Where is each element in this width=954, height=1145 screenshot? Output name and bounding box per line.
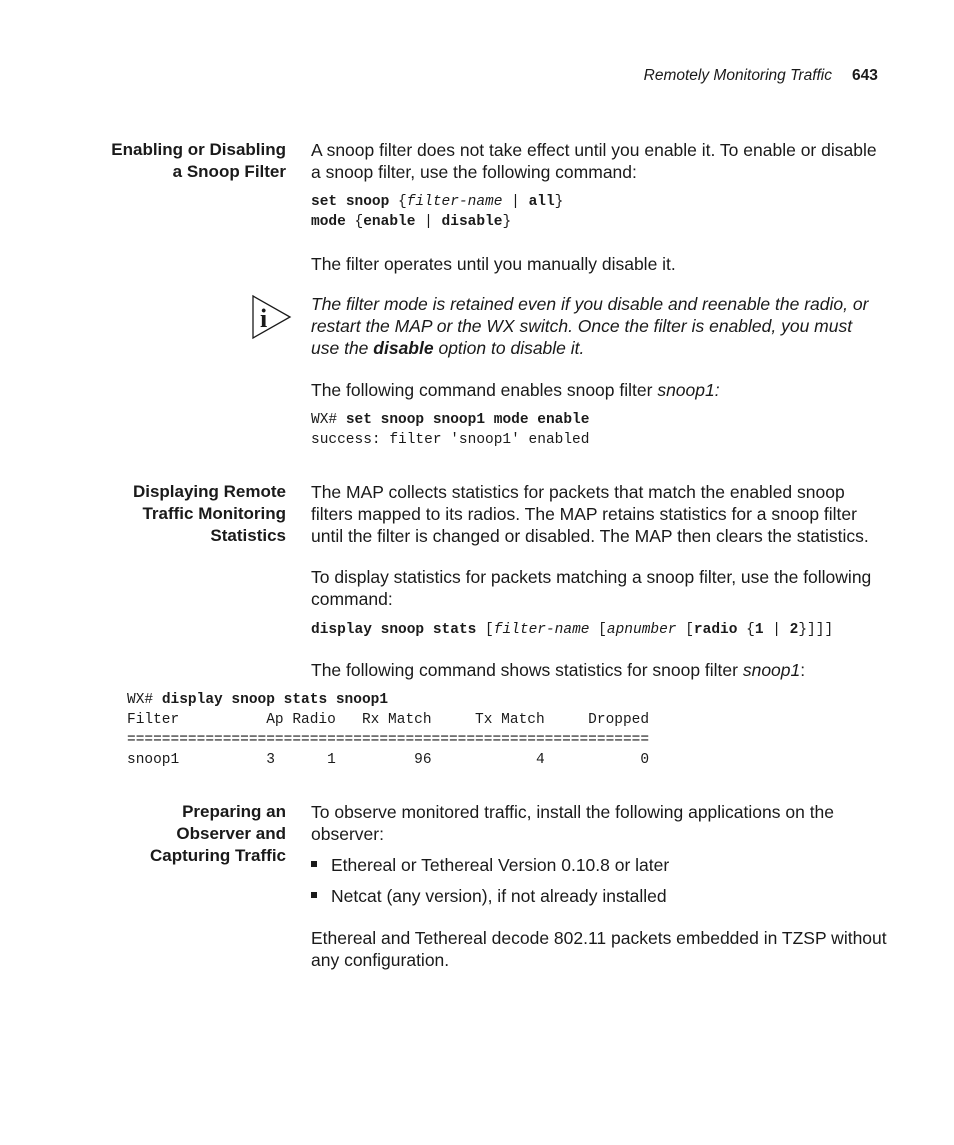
page-number: 643 — [852, 67, 878, 84]
prompt: WX# — [311, 412, 346, 428]
text-line: any configuration. — [311, 950, 450, 970]
table-separator: ============================================================ — [127, 732, 650, 748]
list-item-text: Ethereal or Tethereal Version 0.10.8 or later — [331, 855, 670, 875]
text-line: filters mapped to its radios. The MAP retains statistics for a snoop filter — [311, 504, 857, 524]
argument: filter-name — [406, 194, 503, 210]
text-line: Ethereal and Tethereal decode 802.11 packets embedded in TZSP without — [311, 928, 887, 948]
keyword: 2 — [789, 622, 799, 638]
keyword: snoop — [380, 622, 425, 638]
heading-line: a Snoop Filter — [172, 162, 286, 181]
code-line — [127, 690, 649, 710]
info-note-icon — [252, 294, 292, 340]
heading-line: Preparing an — [182, 802, 286, 821]
heading-line: Capturing Traffic — [149, 846, 286, 865]
text-line: a snoop filter, use the following command: — [311, 162, 637, 182]
code-line — [311, 192, 563, 212]
heading-line: Displaying Remote — [132, 482, 286, 501]
paragraph: The filter operates until you manually disable it. — [311, 254, 676, 274]
keyword: set — [311, 194, 338, 210]
syntax: [ — [676, 622, 694, 638]
command-syntax — [311, 192, 563, 232]
text-italic: snoop1 — [742, 660, 801, 680]
table-row: snoop1 3 1 96 4 0 — [127, 752, 650, 768]
keyword: radio — [693, 622, 738, 638]
command: display snoop stats snoop1 — [161, 692, 389, 708]
section-heading-displaying — [60, 481, 286, 547]
bullet-square-icon — [311, 892, 317, 898]
syntax: }]]] — [798, 622, 834, 638]
keyword: enable — [363, 214, 416, 230]
code-line — [311, 410, 589, 430]
keyword: all — [528, 194, 555, 210]
text-line: To observe monitored traffic, install the following applications on the — [311, 802, 835, 822]
command-syntax — [311, 620, 833, 640]
heading-line: Traffic Monitoring — [142, 504, 286, 523]
command-example — [311, 410, 589, 450]
syntax: | — [415, 214, 442, 230]
syntax: [ — [476, 622, 494, 638]
keyword: display — [311, 622, 372, 638]
keyword: disable — [441, 214, 503, 230]
list-item — [311, 885, 667, 907]
stats-output-example — [127, 690, 649, 770]
syntax: [ — [589, 622, 607, 638]
text-line: The MAP collects statistics for packets that match the enabled snoop — [311, 482, 845, 502]
paragraph — [311, 379, 896, 401]
paragraph — [311, 566, 896, 610]
command: set snoop snoop1 mode enable — [345, 412, 590, 428]
text: The following command enables snoop filter — [311, 380, 658, 400]
heading-line: Statistics — [210, 526, 286, 545]
syntax: { — [389, 194, 407, 210]
argument: apnumber — [606, 622, 677, 638]
code-line — [311, 212, 563, 232]
code-output: success: filter 'snoop1' enabled — [311, 432, 590, 448]
text: The following command shows statistics for snoop filter — [311, 660, 743, 680]
paragraph — [311, 139, 896, 183]
text-line: restart the MAP or the WX switch. Once the filter is enabled, you must — [311, 316, 853, 336]
running-title: Remotely Monitoring Traffic — [643, 67, 832, 84]
text-line: The filter mode is retained even if you disable and reenable the radio, or — [311, 294, 869, 314]
syntax: { — [345, 214, 364, 230]
text: : — [800, 660, 806, 680]
keyword: 1 — [754, 622, 764, 638]
syntax: } — [502, 214, 512, 230]
text-line: To display statistics for packets matching a snoop filter, use the following — [311, 567, 872, 587]
syntax: | — [502, 194, 529, 210]
text: use the — [311, 338, 374, 358]
table-header-row: Filter Ap Radio Rx Match Tx Match Dropped — [127, 712, 650, 728]
list-item — [311, 854, 669, 876]
section-heading-enabling — [60, 139, 286, 183]
list-item-text: Netcat (any version), if not already installed — [331, 886, 667, 906]
heading-line: Observer and — [176, 824, 286, 843]
keyword: snoop — [345, 194, 390, 210]
keyword: stats — [432, 622, 477, 638]
paragraph — [311, 481, 896, 547]
text: option to disable it. — [433, 338, 585, 358]
syntax: { — [737, 622, 755, 638]
argument: filter-name — [493, 622, 590, 638]
note-text — [311, 293, 896, 359]
section-heading-preparing — [60, 801, 286, 867]
keyword: disable — [373, 338, 434, 358]
text-line — [311, 337, 896, 359]
heading-line: Enabling or Disabling — [111, 140, 286, 159]
text-line: observer: — [311, 824, 384, 844]
paragraph — [311, 801, 896, 845]
text-italic: snoop1: — [657, 380, 720, 400]
paragraph — [311, 927, 896, 971]
text-line: command: — [311, 589, 393, 609]
syntax: } — [554, 194, 564, 210]
keyword: mode — [311, 214, 346, 230]
prompt: WX# — [127, 692, 162, 708]
paragraph — [311, 659, 896, 681]
bullet-square-icon — [311, 861, 317, 867]
svg-text:i: i — [260, 304, 268, 333]
syntax: | — [763, 622, 790, 638]
text-line: until the filter is changed or disabled. The MAP then clears the statistics. — [311, 526, 869, 546]
text-line: A snoop filter does not take effect until you enable it. To enable or disable — [311, 140, 877, 160]
